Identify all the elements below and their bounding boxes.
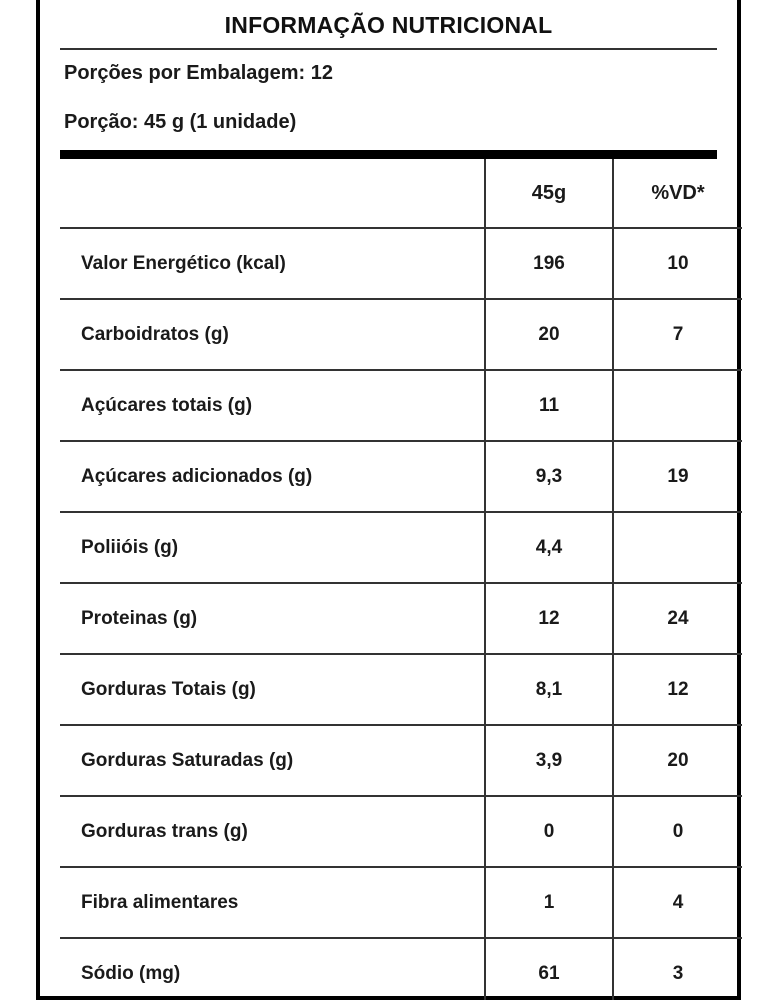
nutrient-quantity: 9,3 (485, 441, 613, 512)
nutrient-name: Fibra alimentares (60, 867, 485, 938)
table-row (60, 725, 742, 796)
table-row (60, 228, 742, 299)
table-row (60, 938, 742, 1000)
table-header-row (60, 159, 742, 228)
nutrient-quantity: 20 (485, 299, 613, 370)
nutrient-daily-value: 24 (613, 583, 742, 654)
nutrient-name: Carboidratos (g) (60, 299, 485, 370)
header-daily-value-cell: %VD* (613, 159, 742, 228)
table-row (60, 796, 742, 867)
nutrient-daily-value: 12 (613, 654, 742, 725)
nutrient-quantity: 1 (485, 867, 613, 938)
portion-size: Porção: 45 g (1 unidade) (64, 111, 297, 133)
title-divider (60, 48, 717, 50)
header-quantity-cell: 45g (485, 159, 613, 228)
nutrient-name: Gorduras Saturadas (g) (60, 725, 485, 796)
nutrient-quantity: 3,9 (485, 725, 613, 796)
nutrient-daily-value: 4 (613, 867, 742, 938)
table-row (60, 867, 742, 938)
nutrient-daily-value: 19 (613, 441, 742, 512)
table-row (60, 512, 742, 583)
nutrient-daily-value: 10 (613, 228, 742, 299)
nutrient-quantity: 11 (485, 370, 613, 441)
table-row (60, 441, 742, 512)
header-name-cell (60, 159, 485, 228)
nutrient-quantity: 61 (485, 938, 613, 1000)
nutrient-daily-value: 20 (613, 725, 742, 796)
nutrient-name: Gorduras trans (g) (60, 796, 485, 867)
thick-divider (60, 150, 717, 159)
nutrition-table (60, 159, 742, 1000)
nutrient-name: Açúcares totais (g) (60, 370, 485, 441)
label-title: INFORMAÇÃO NUTRICIONAL (224, 12, 553, 38)
nutrient-quantity: 0 (485, 796, 613, 867)
nutrient-quantity: 8,1 (485, 654, 613, 725)
nutrient-daily-value (613, 512, 742, 583)
nutrient-quantity: 196 (485, 228, 613, 299)
table-row (60, 299, 742, 370)
nutrient-name: Proteinas (g) (60, 583, 485, 654)
table-row (60, 583, 742, 654)
nutrient-daily-value (613, 370, 742, 441)
nutrient-name: Poliióis (g) (60, 512, 485, 583)
nutrient-name: Gorduras Totais (g) (60, 654, 485, 725)
servings-per-package: Porções por Embalagem: 12 (64, 62, 333, 84)
nutrient-daily-value: 0 (613, 796, 742, 867)
nutrient-quantity: 4,4 (485, 512, 613, 583)
nutrient-name: Valor Energético (kcal) (60, 228, 485, 299)
nutrient-name: Açúcares adicionados (g) (60, 441, 485, 512)
nutrient-daily-value: 3 (613, 938, 742, 1000)
table-row (60, 654, 742, 725)
nutrient-daily-value: 7 (613, 299, 742, 370)
table-row (60, 370, 742, 441)
nutrition-label (36, 0, 741, 1000)
nutrient-name: Sódio (mg) (81, 962, 181, 984)
nutrient-quantity: 12 (485, 583, 613, 654)
